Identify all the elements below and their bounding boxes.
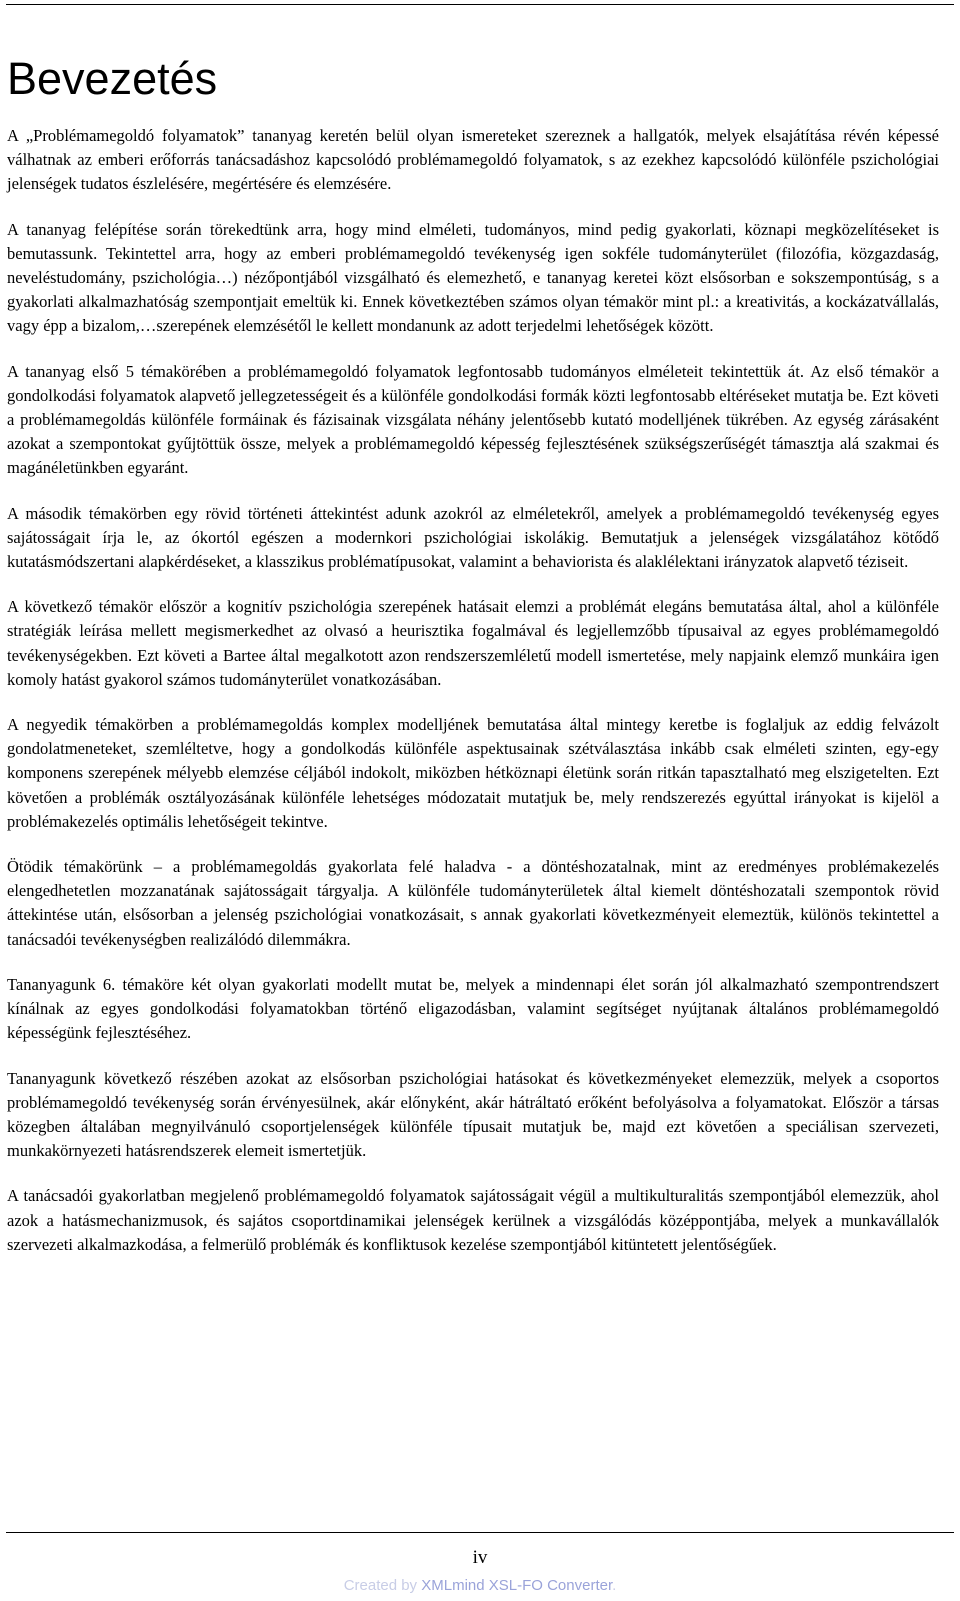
paragraph-10: A tanácsadói gyakorlatban megjelenő problémamegoldó folyamatok sajátosságait végül a multikulturalitás szempontjából elemezzük, ahol azok a hatásmechanizmusok, és sajátos csoportdinamikai jelenségek kerülnek a vizsgálódás középpontjába, melyek a munkavállalók szervezeti alkalmazkodása, a felmerülő problémák és konfliktusok kezelése szempontjából kitüntetett jelentőségűek. [7, 1186, 939, 1254]
paragraph-3: A tananyag első 5 témakörében a problémamegoldó folyamatok legfontosabb tudományos elméleteit tekintettük át. Az első témakör a gondolkodási folyamatok alapvető jellegzetességeit és a különféle gondolkodási formák közti legfontosabb eltéréseket mutatja be. Ezt követi a problémamegoldás különféle formáinak és fázisainak vizsgálata néhány jelentősebb kutató modelljének tükrében. Az egység zárásaként azokat a szempontokat gyűjtöttük össze, melyek a problémamegoldó képesség fejlesztésének szükségszerűségét támasztja alá szakmai és magánéletünkben egyaránt. [7, 361, 939, 478]
credit-suffix: . [612, 1577, 617, 1594]
page-content [7, 50, 939, 1278]
page-title: Bevezetés [7, 53, 218, 104]
paragraph-6: A negyedik témakörben a problémamegoldás komplex modelljének bemutatása által mintegy keretbe is foglaljuk az eddig felvázolt gondolatmeneteket, szemléltetve, hogy a gondolkodás különféle aspektusainak szétválasztása inkább csak elméleti szinten, egy-egy komponens szerepének mélyebb elemzése céljából indokolt, miközben hétköznapi életünk során ritkán tapasztalható meg elszigetelten. Ezt követően a problémák osztályozásának különféle lehetséges módozatait mutatjuk be, mely rendszerezés egyúttal irányokat is kijelöl a problémakezelés optimális lehetőségeit tekintve. [7, 715, 939, 831]
paragraph-9: Tananyagunk következő részében azokat az elsősorban pszichológiai hatásokat és következményeket elemezzük, melyek a csoportos problémamegoldó tevékenység során érvényesülnek, akár előnyként, akár hátráltató erőként befolyásolva a folyamatokat. Először a társas közegben általában megnyilvánuló csoportjelenségek különféle típusait mutatjuk be, majd ezt követően a speciálisan szervezeti, munkakörnyezeti hatásrendszerek elemeit ismertetjük. [7, 1068, 939, 1161]
paragraph-1: A „Problémamegoldó folyamatok” tananyag keretén belül olyan ismereteket szereznek a hallgatók, melyek elsajátítása révén képessé válhatnak az emberi erőforrás tanácsadáshoz kapcsolódó problémamegoldó folyamatok, s az ezekhez kapcsolódó különféle pszichológiai jelenségek tudatos észlelésére, megértésére és elemzésére. [7, 126, 939, 194]
page-number: iv [472, 1547, 488, 1568]
credit-brand-link[interactable]: XMLmind XSL-FO Converter [421, 1577, 613, 1594]
footer-rule [6, 1532, 954, 1533]
paragraph-7: Ötödik témakörünk – a problémamegoldás gyakorlata felé haladva - a döntéshozatalnak, mint az eredményes problémakezelés elengedhetetlen mozzanatának sajátosságait tárgyalja. A különféle tudományterületek által kiemelt döntéshozatali szempontok rövid áttekintése után, elsősorban a jelenség pszichológiai vonatkozásait, s annak gyakorlati következményeit elemeztük, különös tekintettel a tanácsadói tevékenységben realizálódó dilemmákra. [7, 857, 939, 949]
paragraph-5: A következő témakör először a kognitív pszichológia szerepének hatásait elemzi a problémát elegáns bemutatása által, ahol a különféle stratégiák leírása mellett megismerkedhet az olvasó a heurisztika fogalmával és legjellemzőbb típusaival az egyes problémamegoldó tevékenységekben. Ezt követi a Bartee által megalkotott azon rendszerszemléletű modell ismertetése, mely napjaink elemző munkáira igen komoly hatást gyakorol számos tudományterület vonatkozásában. [7, 597, 939, 689]
credit-prefix: Created by [343, 1577, 422, 1594]
top-rule [6, 4, 954, 5]
paragraph-8: Tananyagunk 6. témaköre két olyan gyakorlati modellt mutat be, melyek a mindennapi élet során jól alkalmazható szempontrendszert kínálnak az egyes gondolkodási folyamatokban történő eligazodásban, valamint segítséget nyújtanak általános problémamegoldó képességünk fejlesztéséhez. [7, 974, 939, 1043]
footer-credit [0, 1577, 960, 1595]
paragraph-2: A tananyag felépítése során törekedtünk arra, hogy mind elméleti, tudományos, mind pedig gyakorlati, köznapi megközelítéseket is bemutassunk. Tekintettel arra, hogy az emberi problémamegoldó tevékenység igen sokféle tudományterület (filozófia, közgazdaság, neveléstudomány, pszichológia…) nézőpontjából vizsgálható és elemezhető, e tananyag keretei közt elsősorban e sokszempontúság, s a gyakorlati alkalmazhatóság szempontjait emeltük ki. Ennek következtében számos olyan témakör mint pl.: a kreativitás, a kockázatvállalás, vagy épp a bizalom,…szerepének elemzésétől le kellett mondanunk az adott terjedelmi lehetőségek között. [7, 219, 939, 336]
paragraph-4: A második témakörben egy rövid történeti áttekintést adunk azokról az elméletekről, amelyek a problémamegoldó tevékenység egyes sajátosságait írja le, az ókortól egészen a modernkori pszichológiai iskolákig. Bemutatjuk a jelenségek vizsgálatához kötődő kutatásmódszertani alapkérdéseket, a klasszikus problématípusokat, valamint a behaviorista és alaklélektani irányzatok alapvető téziseit. [7, 503, 939, 572]
